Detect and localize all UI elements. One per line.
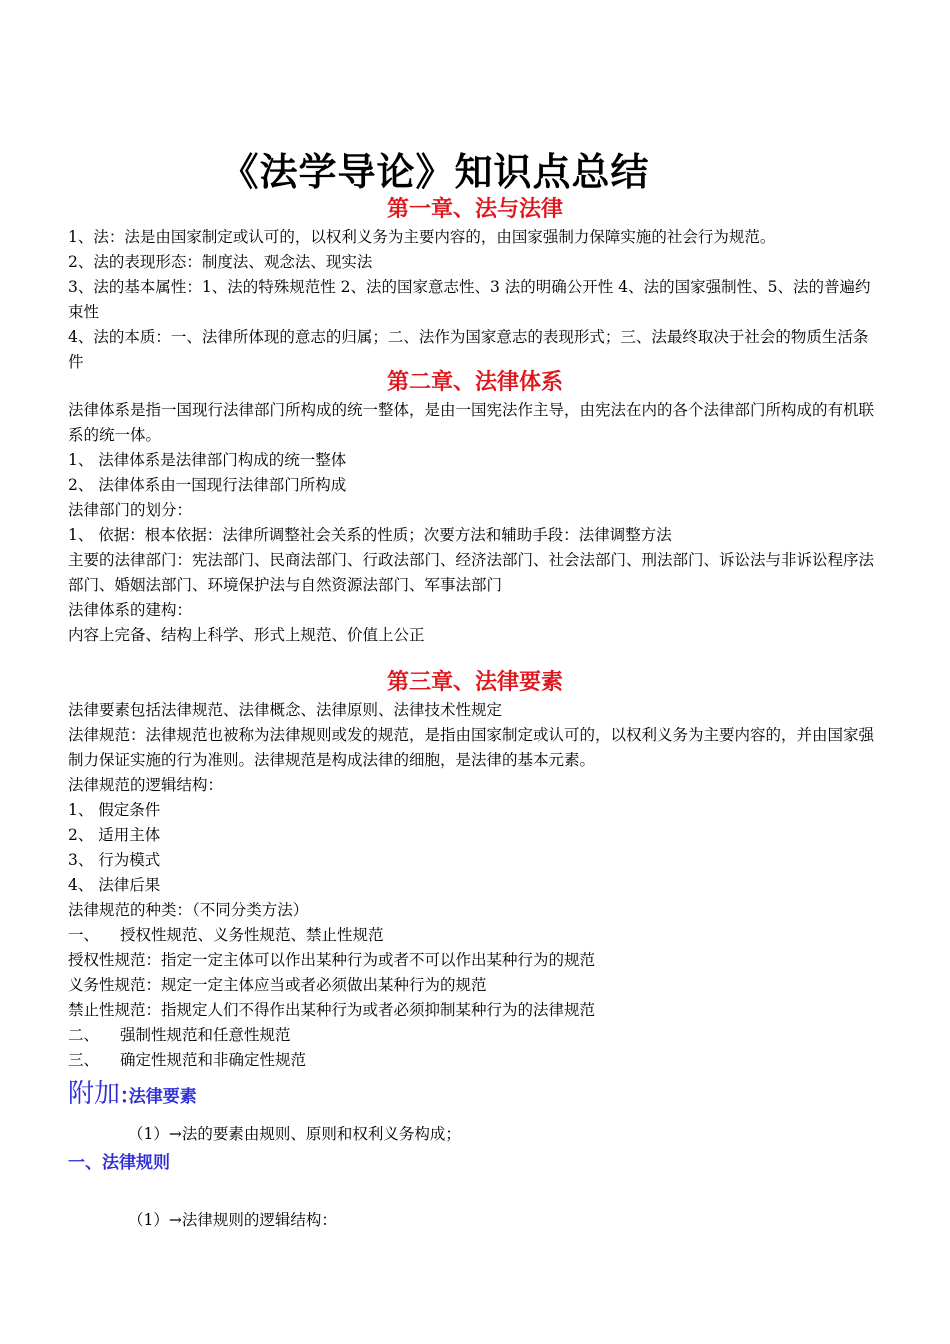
ch3-line-1: 法律要素包括法律规范、法律概念、法律原则、法律技术性规定 xyxy=(68,701,503,719)
ch3-type-3-num: 三、 xyxy=(68,1051,100,1069)
appendix xyxy=(68,1076,882,1115)
ch3-line-2: 法律规范：法律规范也被称为法律规则或发的规范，是指由国家制定或认可的，以权利义务为主要内容的，并由国家强制力保证实施的行为准则。法律规范是构成法律的细胞，是法律的基本元素。 xyxy=(68,726,875,769)
ch3-type-2-text: 强制性规范和任意性规范 xyxy=(120,1026,291,1044)
ch2-line-4: 法律部门的划分： xyxy=(68,501,193,519)
appendix-section-1: 一、法律规则 xyxy=(68,1153,170,1173)
ch3-line-7: 4、 法律后果 xyxy=(68,876,161,894)
chapter-2 xyxy=(68,368,882,648)
appendix-sub: 法律要素 xyxy=(128,1087,197,1107)
ch3-type-1-num: 一、 xyxy=(68,926,100,944)
chapter-1 xyxy=(68,195,882,375)
appendix-label: 附加: xyxy=(68,1079,129,1109)
ch2-line-5: 1、 依据：根本依据：法律所调整社会关系的性质；次要方法和辅助手段：法律调整方法 xyxy=(68,526,672,544)
chapter-2-heading: 第二章、法律体系 xyxy=(386,370,563,395)
ch3-line-3: 法律规范的逻辑结构： xyxy=(68,776,224,794)
ch3-line-6: 3、 行为模式 xyxy=(68,851,161,869)
ch2-line-6: 主要的法律部门：宪法部门、民商法部门、行政法部门、经济法部门、社会法部门、刑法部门、诉讼法与非诉讼程序法部门、婚姻法部门、环境保护法与自然资源法部门、军事法部门 xyxy=(68,551,875,594)
ch2-line-8: 内容上完备、结构上科学、形式上规范、价值上公正 xyxy=(68,626,425,644)
document-title: 《法学导论》知识点总结 xyxy=(220,149,650,194)
ch3-line-8: 法律规范的种类：（不同分类方法） xyxy=(68,901,309,919)
chapter-3 xyxy=(68,668,882,1073)
ch3-line-5: 2、 适用主体 xyxy=(68,826,161,844)
appendix-heading xyxy=(68,1076,882,1115)
ch1-line-1: 1、法：法是由国家制定或认可的，以权利义务为主要内容的，由国家强制力保障实施的社会行为规范。 xyxy=(68,228,776,246)
appendix-line-1: （1）→法的要素由规则、原则和权利义务构成； xyxy=(128,1125,461,1143)
appendix-line-2: （1）→法律规则的逻辑结构： xyxy=(128,1211,337,1229)
chapter-3-heading: 第三章、法律要素 xyxy=(386,670,563,695)
ch2-line-1: 法律体系是指一国现行法律部门所构成的统一整体，是由一国宪法作主导，由宪法在内的各个法律部门所构成的有机联系的统一体。 xyxy=(68,401,875,444)
ch3-def-3: 禁止性规范：指规定人们不得作出某种行为或者必须抑制某种行为的法律规范 xyxy=(68,1001,596,1019)
ch3-type-3 xyxy=(68,1048,882,1073)
ch1-line-2: 2、法的表现形态：制度法、观念法、现实法 xyxy=(68,253,373,271)
ch1-line-4: 4、法的本质：一、法律所体现的意志的归属；二、法作为国家意志的表现形式；三、法最终取决于社会的物质生活条件 xyxy=(68,328,869,371)
ch3-type-1-text: 授权性规范、义务性规范、禁止性规范 xyxy=(120,926,384,944)
ch3-type-2-num: 二、 xyxy=(68,1026,100,1044)
ch3-line-4: 1、 假定条件 xyxy=(68,801,161,819)
ch3-type-1 xyxy=(68,923,882,948)
ch3-def-2: 义务性规范：规定一定主体应当或者必须做出某种行为的规范 xyxy=(68,976,487,994)
ch3-type-2 xyxy=(68,1023,882,1048)
chapter-1-heading: 第一章、法与法律 xyxy=(386,197,563,222)
ch2-line-7: 法律体系的建构： xyxy=(68,601,193,619)
ch3-def-1: 授权性规范：指定一定主体可以作出某种行为或者不可以作出某种行为的规范 xyxy=(68,951,596,969)
ch2-line-2: 1、 法律体系是法律部门构成的统一整体 xyxy=(68,451,347,469)
ch1-line-3: 3、法的基本属性：1、法的特殊规范性 2、法的国家意志性、3 法的明确公开性 4、法的国家强制性、5、法的普遍约束性 xyxy=(68,278,871,321)
ch3-type-3-text: 确定性规范和非确定性规范 xyxy=(120,1051,307,1069)
ch2-line-3: 2、 法律体系由一国现行法律部门所构成 xyxy=(68,476,347,494)
